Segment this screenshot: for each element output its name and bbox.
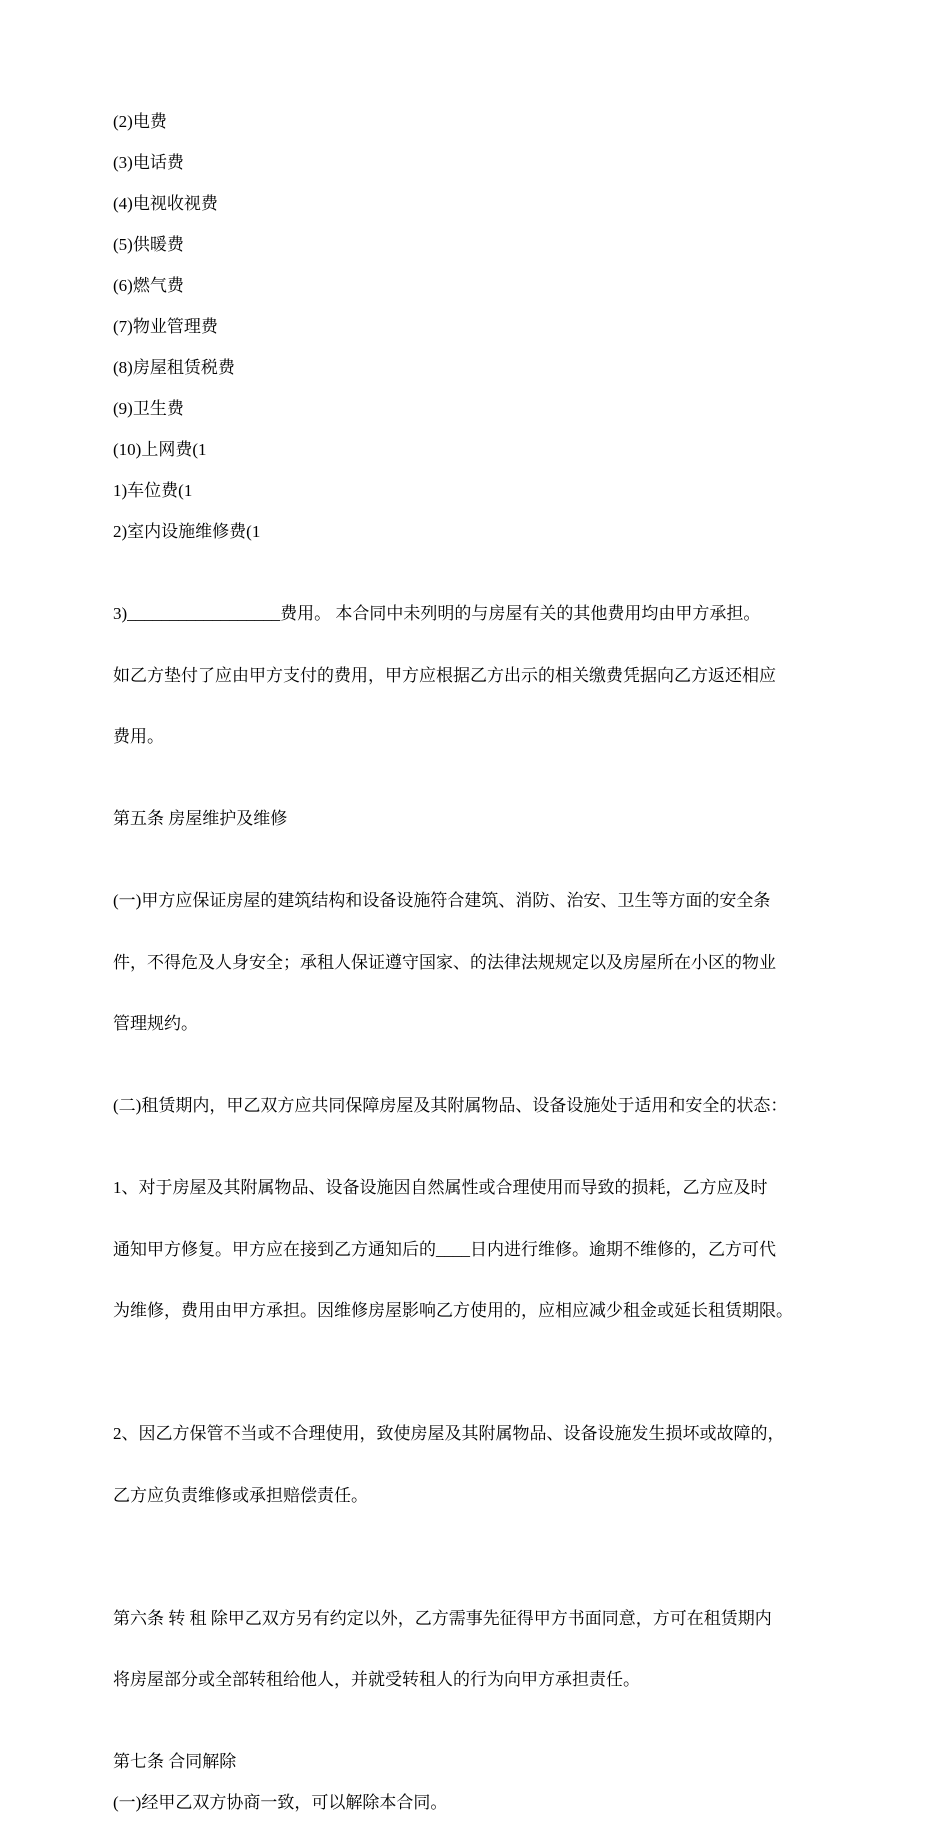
- text-line: 2)室内设施维修费(1: [113, 522, 261, 541]
- text-line: 费用。: [113, 727, 164, 746]
- paragraph-sanitation-fee: [113, 399, 858, 420]
- text-line: 如乙方垫付了应由甲方支付的费用，甲方应根据乙方出示的相关缴费凭据向乙方返还相应: [113, 665, 776, 685]
- paragraph-repair-item-1: [113, 1137, 858, 1363]
- paragraph-article-6-sublease: [113, 1568, 858, 1732]
- section-heading-article-7: [113, 1752, 858, 1773]
- paragraph-article-5-clause-1: [113, 850, 858, 1076]
- text-line: 第六条 转 租 除甲乙双方另有约定以外，乙方需事先征得甲方书面同意，方可在租赁期内: [113, 1608, 772, 1628]
- text-line: (3)电话费: [113, 153, 184, 172]
- text-line: (4)电视收视费: [113, 194, 218, 213]
- paragraph-electricity-fee: [113, 112, 858, 133]
- text-line: (9)卫生费: [113, 399, 184, 418]
- text-line: 将房屋部分或全部转租给他人，并就受转租人的行为向甲方承担责任。: [113, 1670, 640, 1689]
- text-line: 管理规约。: [113, 1014, 198, 1033]
- text-line: (一)甲方应保证房屋的建筑结构和设备设施符合建筑、消防、治安、卫生等方面的安全条: [113, 891, 771, 910]
- paragraph-internet-fee: [113, 440, 858, 461]
- text-line: 为维修，费用由甲方承担。因维修房屋影响乙方使用的，应相应减少租金或延长租赁期限。: [113, 1301, 793, 1320]
- paragraph-rental-tax: [113, 358, 858, 379]
- document-page: [113, 112, 858, 1834]
- text-line: 2、因乙方保管不当或不合理使用，致使房屋及其附属物品、设备设施发生损坏或故障的，: [113, 1424, 785, 1443]
- text-line: 3)__________________费用。 本合同中未列明的与房屋有关的其他费用均由甲方承担。: [113, 604, 761, 623]
- paragraph-article-5-clause-2: [113, 1096, 858, 1117]
- paragraph-other-fees: [113, 563, 858, 789]
- text-line: (2)电费: [113, 112, 167, 131]
- text-line: (二)租赁期内，甲乙双方应共同保障房屋及其附属物品、设备设施处于适用和安全的状态：: [113, 1096, 788, 1115]
- text-line: (8)房屋租赁税费: [113, 358, 235, 377]
- text-line: 1、对于房屋及其附属物品、设备设施因自然属性或合理使用而导致的损耗，乙方应及时: [113, 1178, 768, 1197]
- text-line: 件，不得危及人身安全；承租人保证遵守国家、的法律法规规定以及房屋所在小区的物业: [113, 952, 776, 972]
- text-line: (7)物业管理费: [113, 317, 218, 336]
- paragraph-property-fee: [113, 317, 858, 338]
- paragraph-tv-fee: [113, 194, 858, 215]
- text-line: (5)供暖费: [113, 235, 184, 254]
- paragraph-article-7-clause-1: [113, 1793, 858, 1814]
- paragraph-phone-fee: [113, 153, 858, 174]
- paragraph-parking-fee: [113, 481, 858, 502]
- paragraph-repair-item-2: [113, 1383, 858, 1547]
- paragraph-indoor-repair-fee: [113, 522, 858, 543]
- text-line: (10)上网费(1: [113, 440, 207, 459]
- section-heading-article-5: [113, 809, 858, 830]
- text-line: 第五条 房屋维护及维修: [113, 809, 288, 828]
- text-line: 第七条 合同解除: [113, 1752, 237, 1771]
- paragraph-gas-fee: [113, 276, 858, 297]
- text-line: (6)燃气费: [113, 276, 184, 295]
- text-line: 1)车位费(1: [113, 481, 193, 500]
- paragraph-heating-fee: [113, 235, 858, 256]
- text-line: 通知甲方修复。甲方应在接到乙方通知后的____日内进行维修。逾期不维修的，乙方可代: [113, 1239, 776, 1259]
- text-line: 乙方应负责维修或承担赔偿责任。: [113, 1485, 368, 1505]
- text-line: (一)经甲乙双方协商一致，可以解除本合同。: [113, 1793, 448, 1812]
